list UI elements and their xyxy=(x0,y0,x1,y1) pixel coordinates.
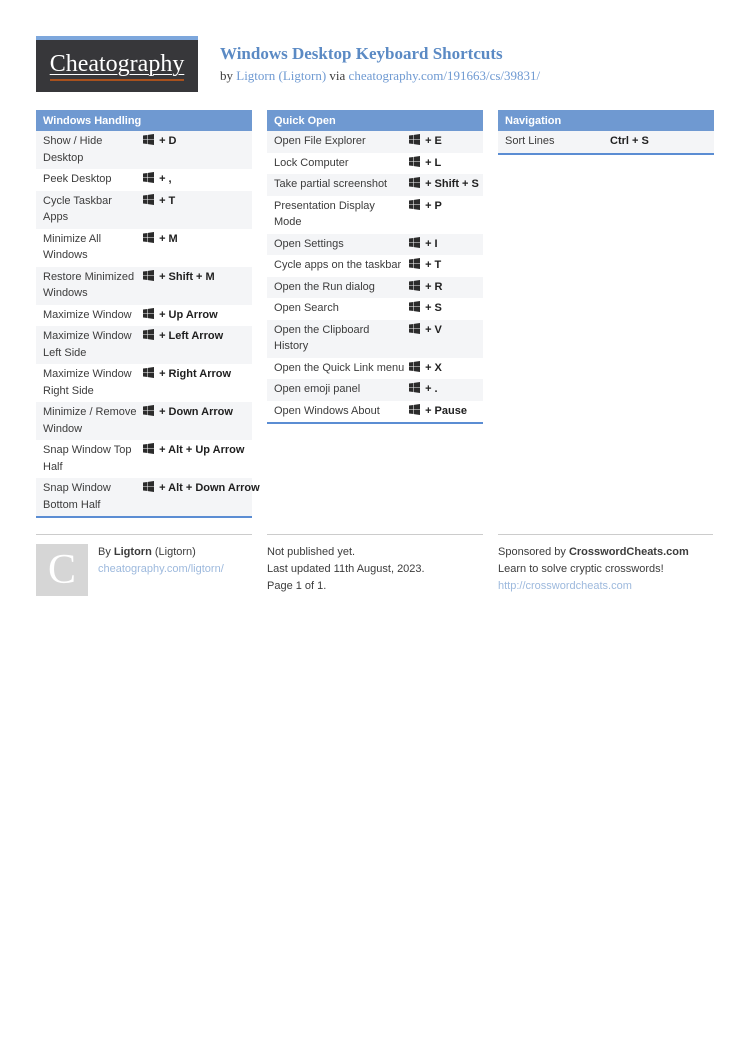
windows-key-icon xyxy=(409,156,420,167)
shortcut-row xyxy=(36,267,252,305)
windows-key-icon xyxy=(409,382,420,393)
shortcut-label: Open File Explorer xyxy=(274,135,366,147)
windows-key-icon xyxy=(409,237,420,248)
shortcut-label: Cycle Taskbar Apps xyxy=(43,194,112,223)
shortcut-keys: + Right Arrow xyxy=(143,364,252,402)
footer-author-suffix: (Ligtorn) xyxy=(154,546,196,558)
shortcut-label: Maximize Window Right Side xyxy=(43,368,132,397)
byline-by: by xyxy=(220,68,233,84)
shortcut-keys: + Up Arrow xyxy=(143,305,252,327)
page-title: Windows Desktop Keyboard Shortcuts xyxy=(220,44,503,63)
windows-key-icon xyxy=(143,270,154,281)
footer-by-prefix: By xyxy=(98,546,111,558)
footer-author-name: Ligtorn xyxy=(113,546,152,558)
shortcut-label: Snap Window Top Half xyxy=(43,444,132,473)
footer xyxy=(36,534,714,596)
footer-sponsor xyxy=(498,534,713,596)
shortcut-label: Presentation Display Mode xyxy=(274,199,375,228)
shortcut-keys: + M xyxy=(143,229,252,267)
shortcut-keys: + R xyxy=(409,277,483,299)
logo-text: Cheatography xyxy=(50,52,185,81)
windows-key-icon xyxy=(143,172,154,183)
author-avatar: C xyxy=(36,544,88,596)
shortcut-keys: + E xyxy=(409,131,483,153)
shortcut-row xyxy=(498,131,714,153)
shortcut-row xyxy=(36,131,252,169)
windows-key-icon xyxy=(409,258,420,269)
shortcut-row xyxy=(36,305,252,327)
footer-sponsor-line xyxy=(498,544,713,561)
section-navigation xyxy=(498,110,714,155)
shortcut-label: Open Windows About xyxy=(274,404,380,417)
shortcut-row xyxy=(267,234,483,256)
footer-author-url-link[interactable]: cheatography.com/ligtorn/ xyxy=(98,563,224,575)
shortcut-keys: + Alt + Down Arrow xyxy=(143,478,252,516)
windows-key-icon xyxy=(409,301,420,312)
shortcut-label: Minimize All Windows xyxy=(43,232,102,261)
shortcut-keys: + Shift + M xyxy=(143,267,252,305)
section-quick-open xyxy=(267,110,483,424)
windows-key-icon xyxy=(409,199,420,210)
shortcut-label: Show / Hide Desktop xyxy=(43,135,103,164)
shortcut-label: Snap Window Bottom Half xyxy=(43,482,111,511)
shortcut-keys: + Alt + Up Arrow xyxy=(143,440,252,478)
section-header-navigation: Navigation xyxy=(498,110,714,131)
footer-publication xyxy=(267,534,483,596)
footer-author-text xyxy=(98,544,224,596)
footer-page-number: Page 1 of 1. xyxy=(267,580,327,592)
shortcut-row xyxy=(267,298,483,320)
shortcut-sections xyxy=(36,110,714,518)
footer-published-status: Not published yet. xyxy=(267,546,356,558)
byline xyxy=(220,68,540,84)
shortcut-label: Open Search xyxy=(274,302,339,314)
section-header-quick-open: Quick Open xyxy=(267,110,483,131)
shortcut-row xyxy=(267,174,483,196)
shortcut-keys: + L xyxy=(409,153,483,175)
byline-via: via xyxy=(329,68,346,84)
shortcut-row xyxy=(267,277,483,299)
shortcut-keys: + X xyxy=(409,358,483,380)
shortcut-row xyxy=(36,229,252,267)
windows-key-icon xyxy=(409,134,420,145)
shortcut-label: Lock Computer xyxy=(274,156,349,169)
shortcut-label: Peek Desktop xyxy=(43,173,112,185)
shortcut-label: Restore Minimized Windows xyxy=(43,270,135,299)
sheet-url-link[interactable]: cheatography.com/191663/cs/39831/ xyxy=(348,68,541,84)
shortcut-keys: + . xyxy=(409,379,483,401)
shortcut-label: Open Settings xyxy=(274,237,344,250)
shortcut-label: Take partial screenshot xyxy=(274,178,388,190)
shortcut-row xyxy=(36,440,252,478)
shortcut-label: Maximize Window Left Side xyxy=(43,330,132,359)
windows-key-icon xyxy=(409,177,420,188)
shortcut-keys: + , xyxy=(143,169,252,191)
footer-sponsor-url-link[interactable]: http://crosswordcheats.com xyxy=(498,580,632,592)
windows-key-icon xyxy=(143,329,154,340)
section-windows-handling xyxy=(36,110,260,518)
footer-last-updated: Last updated 11th August, 2023. xyxy=(267,563,425,575)
shortcut-row xyxy=(267,255,483,277)
shortcut-label: Open the Quick Link menu xyxy=(274,361,405,374)
shortcut-row xyxy=(36,478,260,516)
shortcut-row xyxy=(36,364,252,402)
windows-key-icon xyxy=(143,134,154,145)
footer-sponsor-name: CrosswordCheats.com xyxy=(568,546,689,558)
shortcut-keys: + Down Arrow xyxy=(143,402,252,440)
shortcut-row xyxy=(267,379,483,401)
shortcut-label: Sort Lines xyxy=(505,135,555,147)
shortcut-keys: + Pause xyxy=(409,401,483,423)
cheatography-logo[interactable] xyxy=(36,36,198,92)
shortcut-keys: Ctrl + S xyxy=(610,135,649,147)
shortcut-keys: + P xyxy=(409,196,483,234)
windows-key-icon xyxy=(143,481,154,492)
footer-author-line xyxy=(98,544,224,561)
shortcut-row xyxy=(267,131,483,153)
footer-sponsor-tagline: Learn to solve cryptic crosswords! xyxy=(498,563,664,575)
footer-sponsor-prefix: Sponsored by xyxy=(498,546,566,558)
shortcut-row xyxy=(36,191,252,229)
header-text xyxy=(220,36,540,84)
shortcut-row xyxy=(267,358,483,380)
shortcut-keys: + T xyxy=(143,191,252,229)
shortcut-keys: + T xyxy=(409,255,483,277)
windows-key-icon xyxy=(143,367,154,378)
logo-box xyxy=(36,40,198,92)
shortcut-keys: + Shift + S xyxy=(409,174,483,196)
shortcut-row xyxy=(36,326,252,364)
shortcut-row xyxy=(36,169,252,191)
shortcut-label: Open emoji panel xyxy=(274,383,361,395)
shortcut-label: Minimize / Remove Window xyxy=(43,406,137,435)
shortcut-row xyxy=(267,153,483,175)
shortcut-row xyxy=(36,402,252,440)
shortcut-keys: + Left Arrow xyxy=(143,326,252,364)
windows-key-icon xyxy=(409,404,420,415)
windows-key-icon xyxy=(409,361,420,372)
windows-key-icon xyxy=(143,405,154,416)
section-header-windows-handling: Windows Handling xyxy=(36,110,252,131)
windows-key-icon xyxy=(409,323,420,334)
shortcut-keys: + I xyxy=(409,234,483,256)
windows-key-icon xyxy=(143,232,154,243)
shortcut-label: Cycle apps on the taskbar xyxy=(274,259,402,271)
shortcut-keys: + D xyxy=(143,131,252,169)
shortcut-label: Open the Run dialog xyxy=(274,280,375,293)
shortcut-row xyxy=(267,401,483,423)
windows-key-icon xyxy=(143,443,154,454)
windows-key-icon xyxy=(143,194,154,205)
shortcut-row xyxy=(267,320,483,358)
shortcut-label: Maximize Window xyxy=(43,308,132,321)
author-link[interactable]: Ligtorn (Ligtorn) xyxy=(236,68,327,84)
shortcut-row xyxy=(267,196,483,234)
shortcut-keys: + S xyxy=(409,298,483,320)
windows-key-icon xyxy=(143,308,154,319)
header xyxy=(36,36,714,92)
shortcut-keys: + V xyxy=(409,320,483,358)
footer-author xyxy=(36,534,252,596)
windows-key-icon xyxy=(409,280,420,291)
shortcut-label: Open the Clipboard History xyxy=(274,323,370,352)
